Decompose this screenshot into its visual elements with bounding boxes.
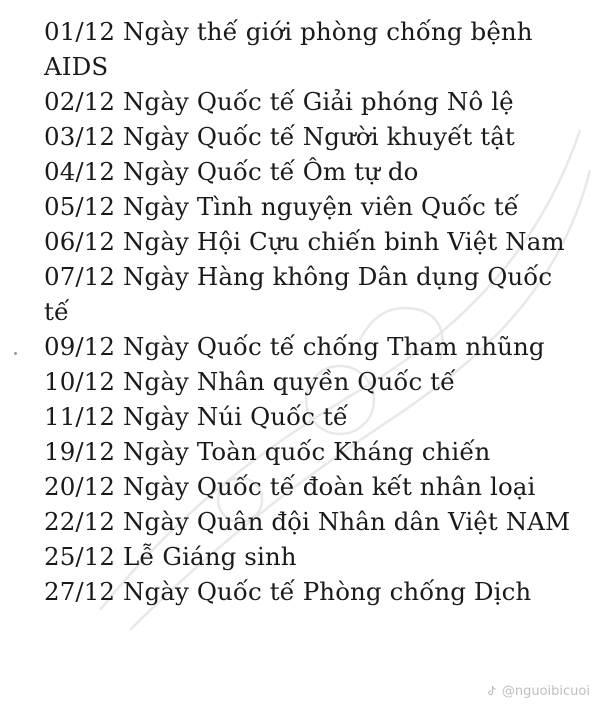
event-name: Ngày Quốc tế Giải phóng Nô lệ [123,87,514,116]
event-name: Ngày Quốc tế Ôm tự do [123,157,419,186]
event-date: 07/12 [44,262,116,291]
event-date: 27/12 [44,577,116,606]
event-item [44,189,584,224]
event-date: 05/12 [44,192,116,221]
event-item [44,469,584,504]
event-item [44,84,584,119]
watermark-handle: @nguoibicuoi [501,684,590,699]
event-date: 11/12 [44,402,116,431]
event-date: 01/12 [44,17,116,46]
event-date: 03/12 [44,122,116,151]
event-date: 19/12 [44,437,116,466]
event-item [44,259,584,329]
event-item [44,504,584,539]
event-date: 09/12 [44,332,116,361]
event-name: Ngày Quốc tế Phòng chống Dịch [123,577,532,606]
event-name: Ngày Quốc tế Người khuyết tật [123,122,515,151]
event-date: 25/12 [44,542,116,571]
event-item [44,154,584,189]
event-date: 20/12 [44,472,116,501]
event-name: Ngày Tình nguyện viên Quốc tế [123,192,519,221]
event-name: Ngày Toàn quốc Kháng chiến [123,437,491,466]
event-name: Ngày Quốc tế đoàn kết nhân loại [123,472,536,501]
stray-dot [14,352,17,355]
event-item [44,434,584,469]
source-watermark [485,684,590,699]
event-item [44,14,584,84]
event-date: 10/12 [44,367,116,396]
event-name: Ngày thế giới phòng chống bệnh AIDS [44,17,533,81]
event-item [44,329,584,364]
event-item [44,539,584,574]
event-name: Ngày Núi Quốc tế [123,402,349,431]
event-name: Ngày Nhân quyền Quốc tế [123,367,456,396]
event-item [44,399,584,434]
event-name: Lễ Giáng sinh [123,542,297,571]
event-item [44,119,584,154]
event-date: 02/12 [44,87,116,116]
december-events-list [44,14,584,609]
event-name: Ngày Hàng không Dân dụng Quốc tế [44,262,553,326]
event-name: Ngày Quốc tế chống Tham nhũng [123,332,545,361]
event-date: 06/12 [44,227,116,256]
event-date: 22/12 [44,507,116,536]
event-item [44,224,584,259]
event-item [44,574,584,609]
event-item [44,364,584,399]
tiktok-icon [485,685,498,698]
event-name: Ngày Quân đội Nhân dân Việt NAM [123,507,571,536]
event-name: Ngày Hội Cựu chiến binh Việt Nam [123,227,565,256]
event-date: 04/12 [44,157,116,186]
